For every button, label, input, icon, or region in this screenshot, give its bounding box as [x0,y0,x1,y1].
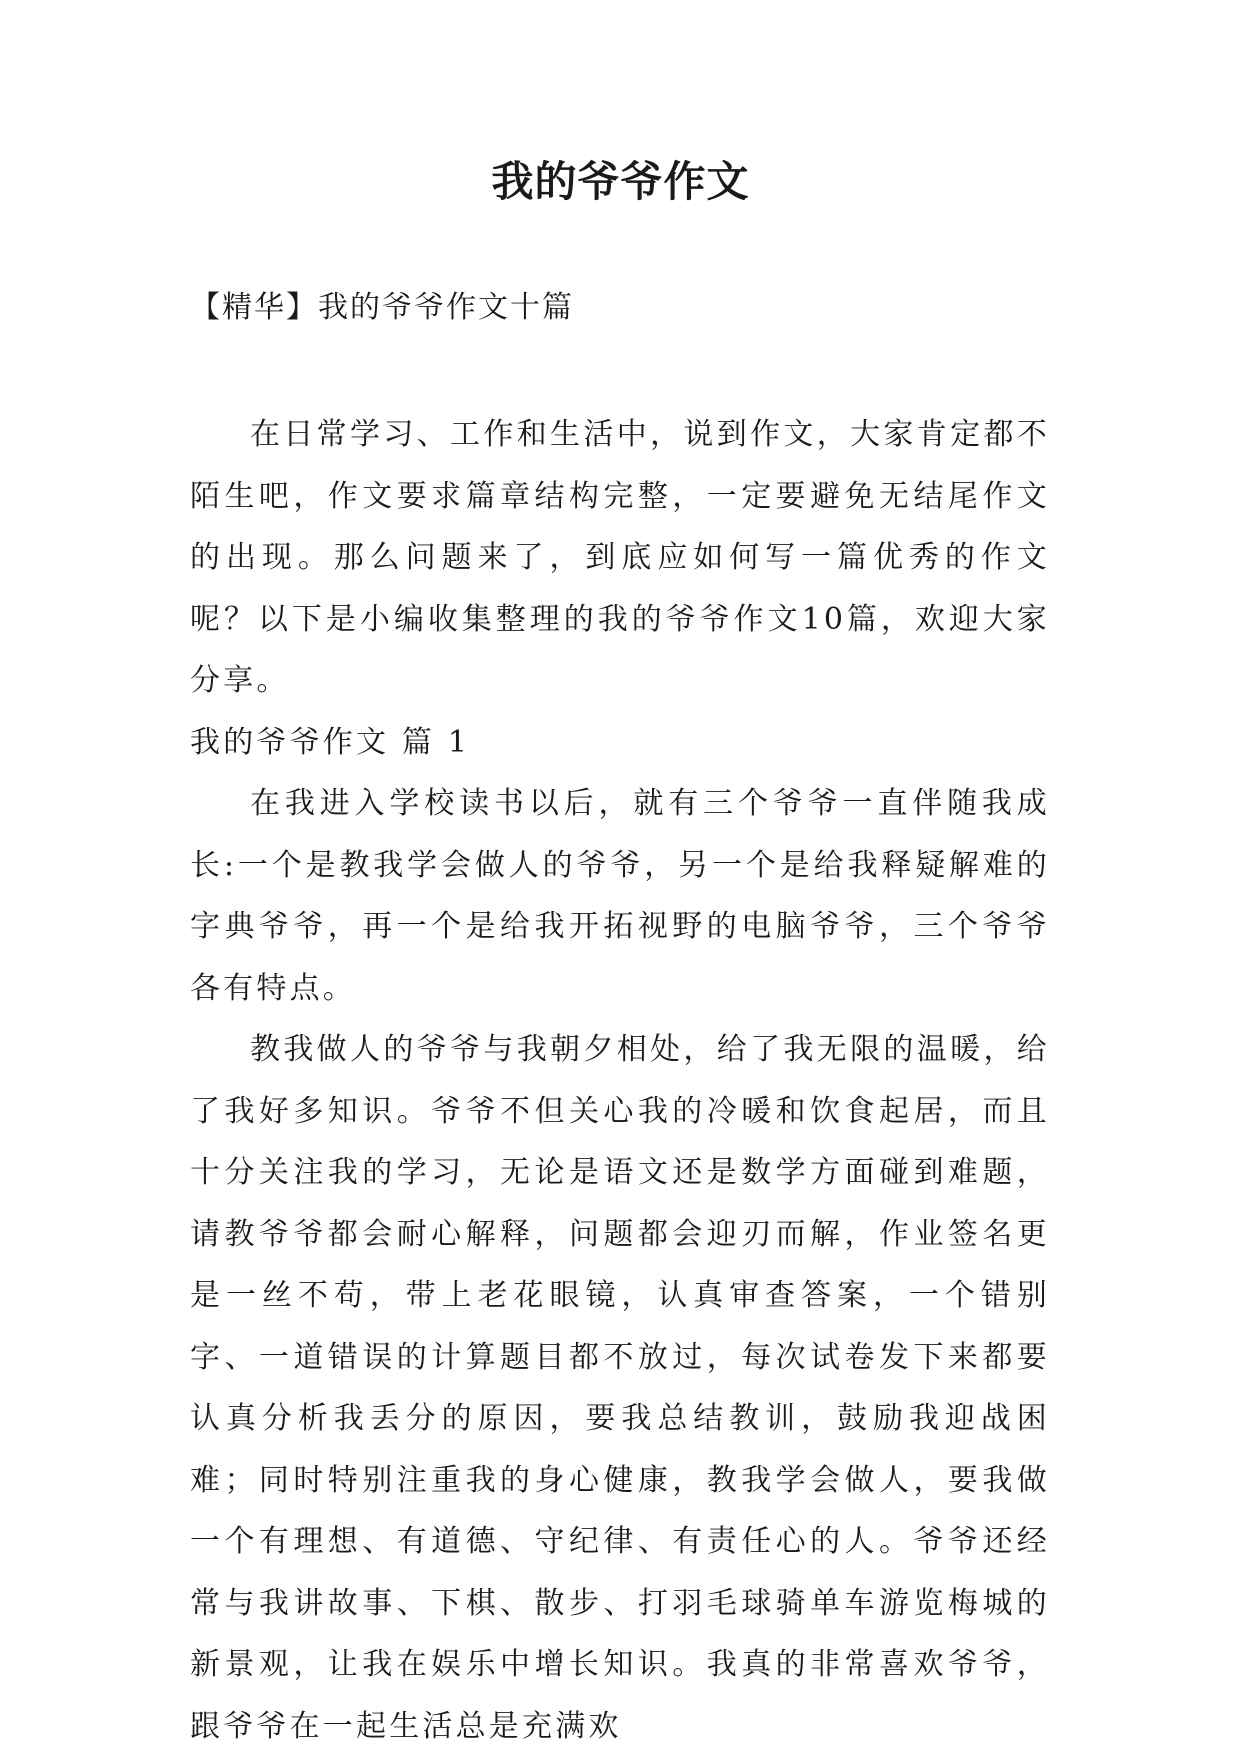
body-paragraph-1: 在我进入学校读书以后，就有三个爷爷一直伴随我成长:一个是教我学会做人的爷爷，另一个是给我释疑解难的字典爷爷，再一个是给我开拓视野的电脑爷爷，三个爷爷各有特点。 [190,786,1050,1006]
intro-paragraph: 在日常学习、工作和生活中，说到作文，大家肯定都不陌生吧，作文要求篇章结构完整，一定要避免无结尾作文的出现。那么问题来了，到底应如何写一篇优秀的作文呢？以下是小编收集整理的我的爷爷作文10篇，欢迎大家分享。 [190,417,1050,698]
document-subtitle: 【精华】我的爷爷作文十篇 [190,290,574,325]
section-heading: 我的爷爷作文 篇 1 [190,724,471,760]
body-paragraph-2: 教我做人的爷爷与我朝夕相处，给了我无限的温暖，给了我好多知识。爷爷不但关心我的冷暖和饮食起居，而且十分关注我的学习，无论是语文还是数学方面碰到难题，请教爷爷都会耐心解释，问题都会迎刃而解，作业签名更是一丝不苟，带上老花眼镜，认真审查答案，一个错别字、一道错误的计算题目都不放过，每次试卷发下来都要认真分析我丢分的原因，要我总结教训，鼓励我迎战困难；同时特别注重我的身心健康，教我学会做人，要我做一个有理想、有道德、守纪律、有责任心的人。爷爷还经常与我讲故事、下棋、散步、打羽毛球骑单车游览梅城的新景观，让我在娱乐中增长知识。我真的非常喜欢爷爷，跟爷爷在一起生活总是充满欢 [190,1032,1050,1744]
document-body [190,404,1050,1757]
document-title: 我的爷爷作文 [491,157,750,206]
